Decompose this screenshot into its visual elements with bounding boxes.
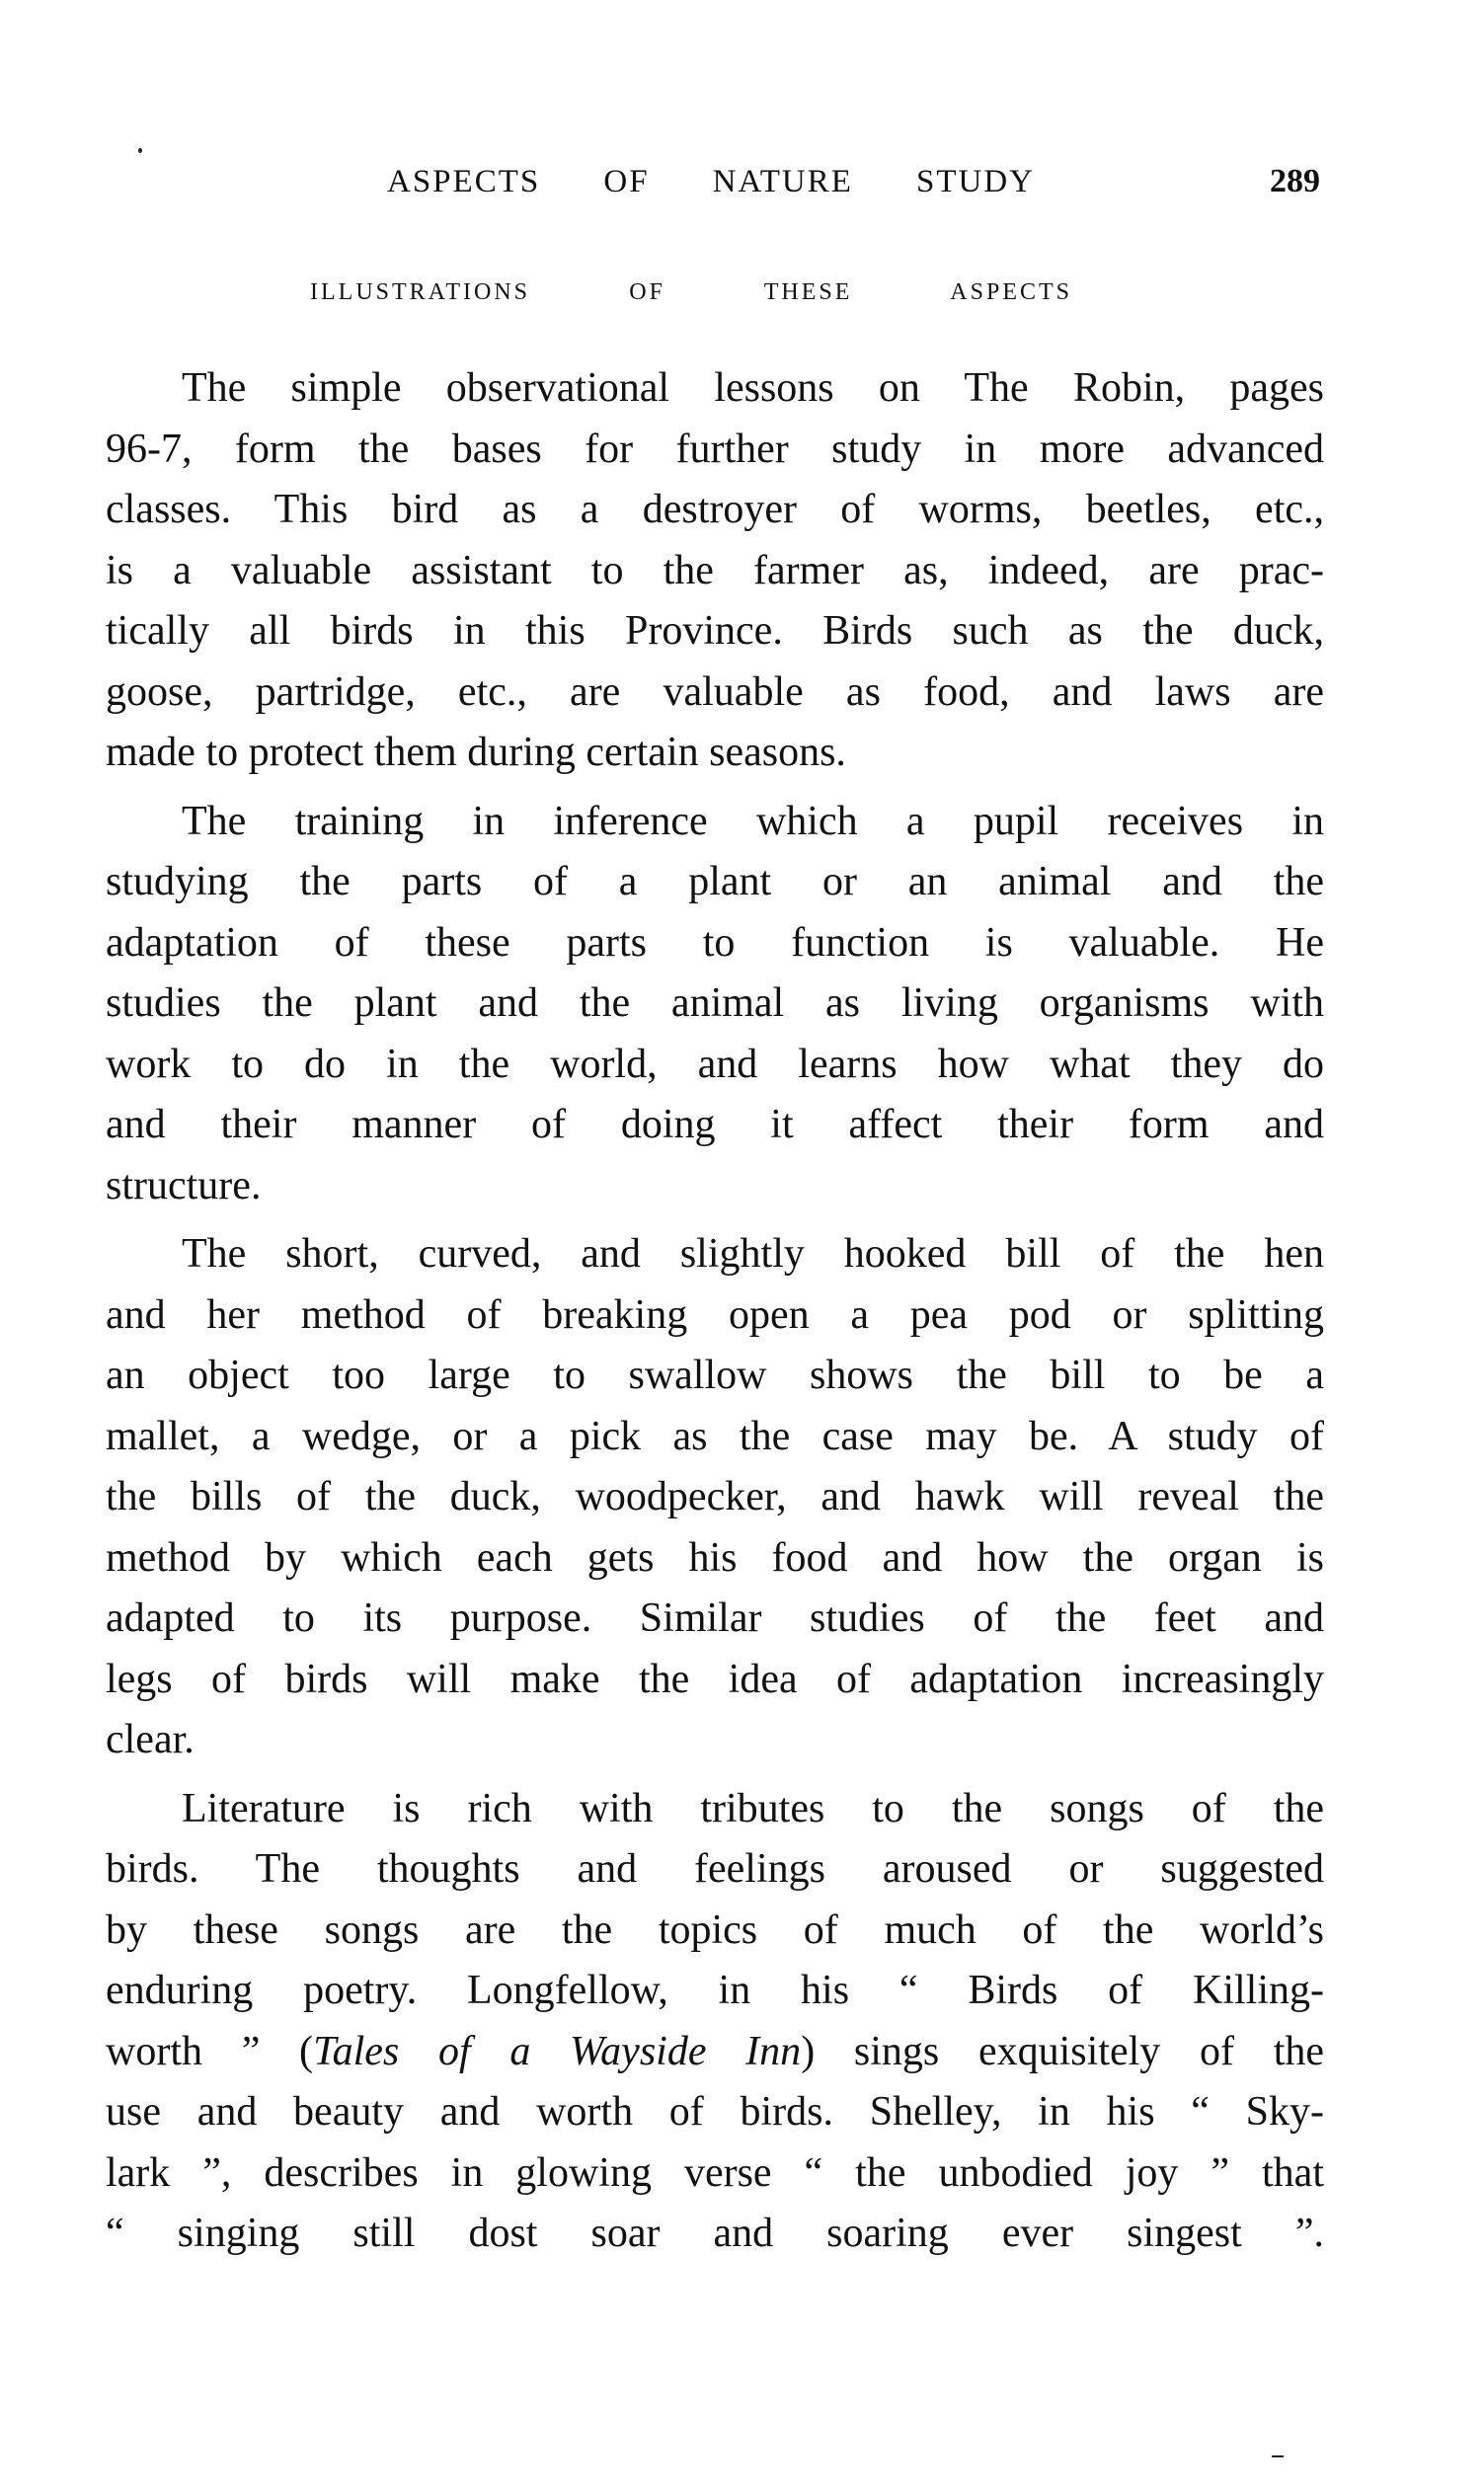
text-line: mallet, a wedge, or a pick as the case may be. A study of [106, 1413, 1324, 1459]
text-line: and her method of breaking open a pea pod or splitting [106, 1291, 1324, 1338]
text-line: method by which each gets his food and how the organ is [106, 1534, 1324, 1581]
text-line: studying the parts of a plant or an animal and the [106, 859, 1324, 904]
text-line: clear. [106, 1717, 195, 1762]
text-line: is a valuable assistant to the farmer as, indeed, are prac- [106, 547, 1324, 593]
scan-speck [138, 148, 142, 153]
paragraph [106, 792, 1324, 1217]
text-line: classes. This bird as a destroyer of worms, beetles, etc., [106, 487, 1324, 532]
text-line: work to do in the world, and learns how what they do [106, 1041, 1324, 1087]
paragraph [106, 1779, 1324, 2265]
text-line: the bills of the duck, woodpecker, and hawk will reveal the [106, 1474, 1324, 1519]
body-text [106, 358, 1324, 2273]
text-segment: ) sings exquisitely of the [801, 2028, 1325, 2074]
text-line: structure. [106, 1162, 262, 1208]
text-line: adaptation of these parts to function is valuable. He [106, 919, 1324, 966]
text-line: studies the plant and the animal as living organisms with [106, 980, 1324, 1026]
text-line: The short, curved, and slightly hooked bill of the hen [182, 1231, 1324, 1277]
text-line: 96-7, form the bases for further study in more advanced [106, 426, 1324, 472]
running-head: ASPECTS OF NATURE STUDY [387, 164, 1035, 199]
text-line: made to protect them during certain seasons. [106, 730, 846, 775]
text-line [106, 2022, 1324, 2083]
section-heading: ILLUSTRATIONS OF THESE ASPECTS [310, 279, 1072, 305]
text-line: birds. The thoughts and feelings aroused or suggested [106, 1846, 1324, 1892]
text-segment: worth ” ( [106, 2028, 314, 2074]
text-line: adapted to its purpose. Similar studies of the feet and [106, 1595, 1324, 1641]
text-line: “ singing still dost soar and soaring ever singest ”. [106, 2211, 1324, 2256]
text-line: lark ”, describes in glowing verse “ the unbodied joy ” that [106, 2149, 1324, 2196]
text-line: tically all birds in this Province. Birds such as the duck, [106, 608, 1324, 654]
paragraph [106, 1224, 1324, 1771]
italic-title: Tales of a Wayside Inn [313, 2028, 802, 2074]
page-number: 289 [1270, 163, 1320, 199]
text-line: enduring poetry. Longfellow, in his “ Birds of Killing- [106, 1968, 1324, 2013]
text-line: by these songs are the topics of much of the world’s [106, 1906, 1324, 1953]
text-line: and their manner of doing it affect their form and [106, 1102, 1324, 1147]
text-line: goose, partridge, etc., are valuable as food, and laws are [106, 668, 1324, 715]
scan-speck [1272, 2455, 1284, 2457]
text-line: legs of birds will make the idea of adaptation increasingly [106, 1656, 1324, 1702]
text-line: an object too large to swallow shows the bill to be a [106, 1353, 1324, 1398]
text-line: Literature is rich with tributes to the songs of the [182, 1785, 1324, 1831]
text-line: The simple observational lessons on The Robin, pages [182, 365, 1324, 411]
paragraph [106, 358, 1324, 784]
text-line: use and beauty and worth of birds. Shelley, in his “ Sky- [106, 2089, 1324, 2135]
text-line: The training in inference which a pupil receives in [182, 798, 1324, 844]
